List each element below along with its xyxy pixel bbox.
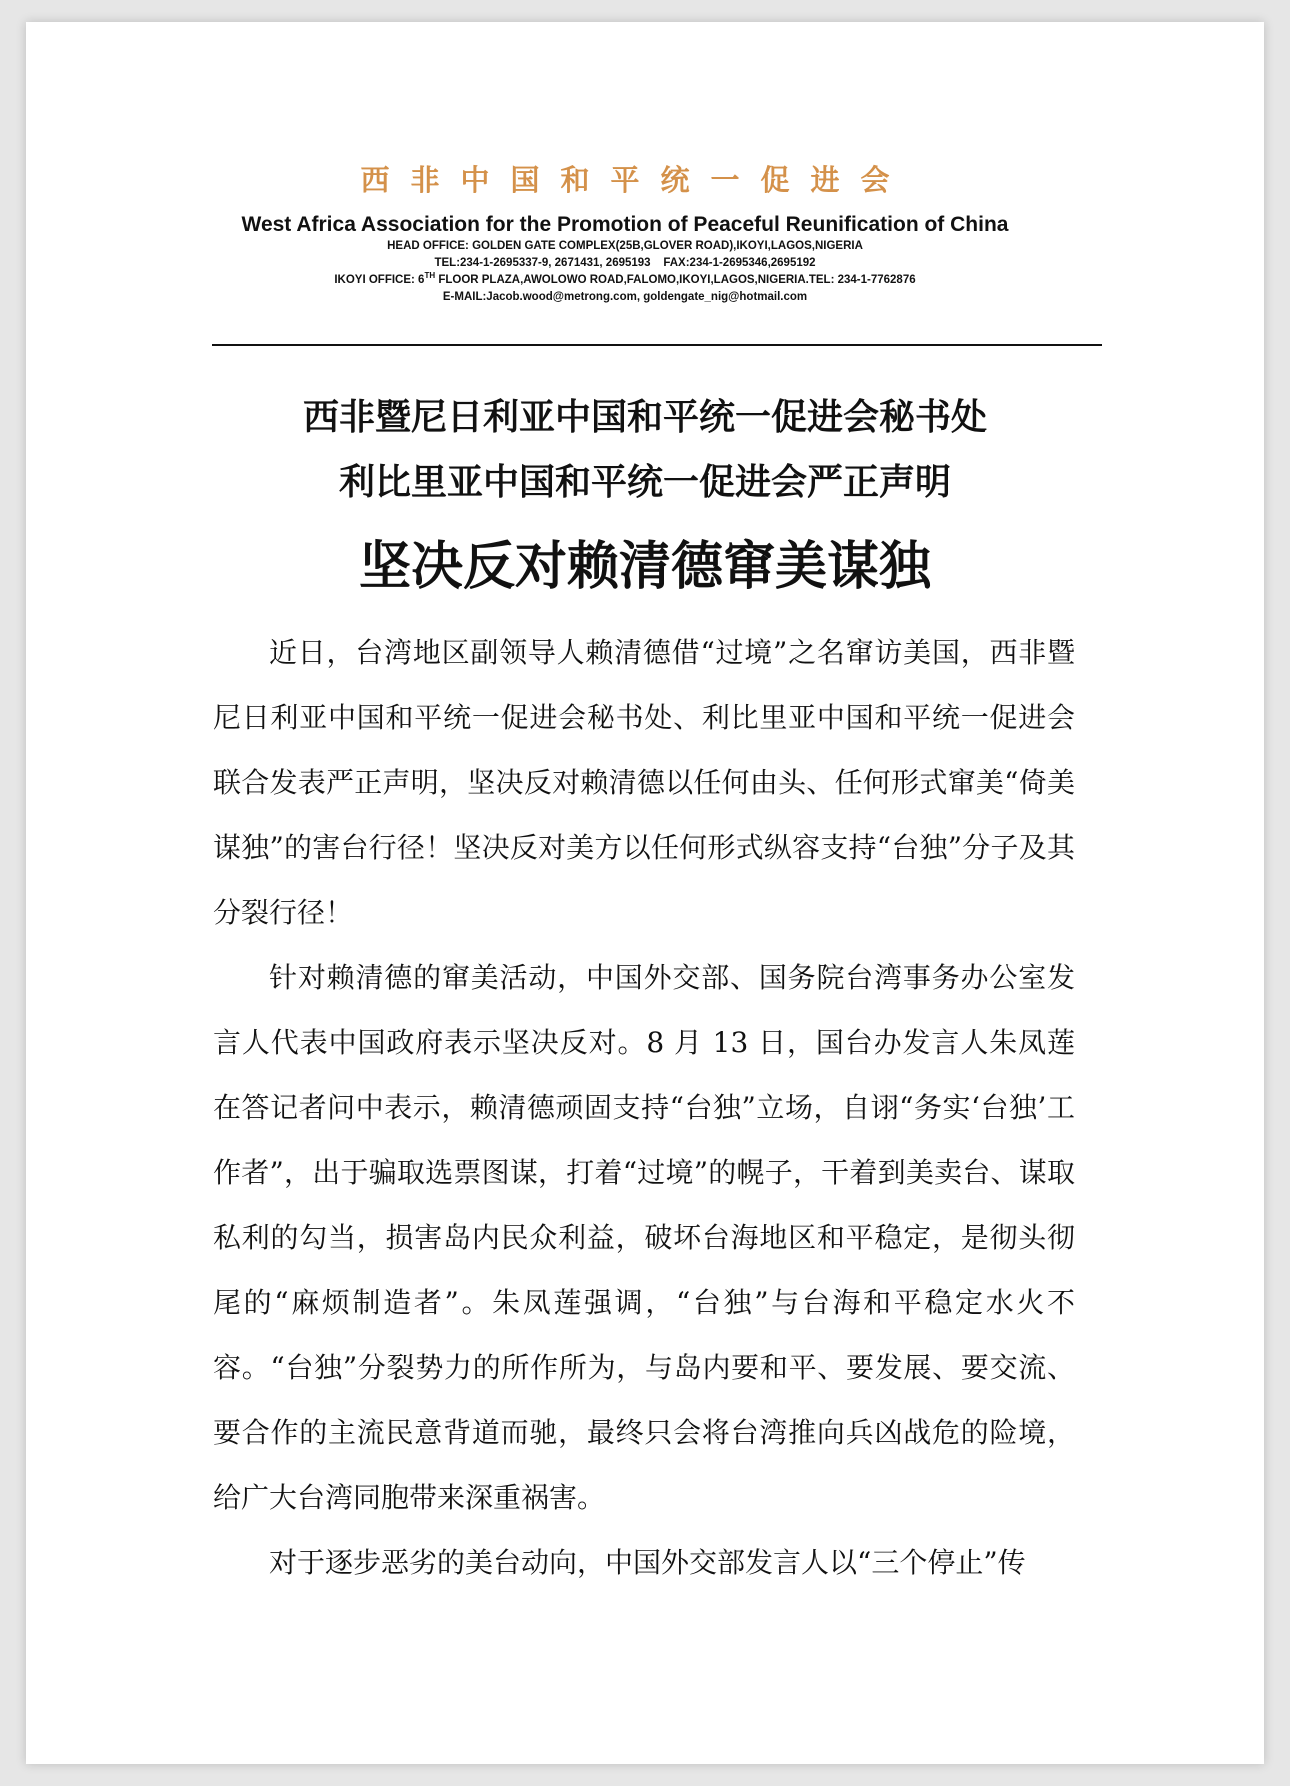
statement-body bbox=[213, 620, 1075, 1595]
ikoyi-office-prefix: IKOYI OFFICE: 6 bbox=[334, 274, 425, 286]
paragraph: 对于逐步恶劣的美台动向，中国外交部发言人以“三个停止”传 bbox=[269, 1546, 1026, 1579]
paragraph: 针对赖清德的窜美活动，中国外交部、国务院台湾事务办公室发言人代表中国政府表示坚决反对。8 月 13 日，国台办发言人朱凤莲在答记者问中表示，赖清德顽固支持“台独”立场，自诩“务实‘台独’工作者”，出于骗取选票图谋，打着“过境”的幌子，干着到美卖台、谋取私利的勾当，损害岛内民众利益，破坏台海地区和平稳定，是彻头彻尾的“麻烦制造者”。朱凤莲强调，“台独”与台海和平稳定水火不容。“台独”分裂势力的所作所为，与岛内要和平、要发展、要交流、要合作的主流民意背道而驰，最终只会将台湾推向兵凶战危的险境，给广大台湾同胞带来深重祸害。 bbox=[213, 961, 1075, 1514]
org-name-chinese: 西非中国和平统一促进会 bbox=[360, 163, 911, 197]
org-name-english: West Africa Association for the Promotion of Peaceful Reunification of China bbox=[241, 213, 1009, 236]
ikoyi-office-line bbox=[185, 272, 1065, 289]
paragraph: 近日，台湾地区副领导人赖清德借“过境”之名窜访美国，西非暨尼日利亚中国和平统一促进会秘书处、利比里亚中国和平统一促进会联合发表严正声明，坚决反对赖清德以任何由头、任何形式窜美“倚美谋独”的害台行径！坚决反对美方以任何形式纵容支持“台独”分子及其分裂行径！ bbox=[213, 636, 1075, 929]
tel-fax-line: TEL:234-1-2695337-9, 2671431, 2695193 FAX:234-1-2695346,2695192 bbox=[434, 257, 816, 269]
letterhead bbox=[185, 158, 1065, 306]
title-line-2: 利比里亚中国和平统一促进会严正声明 bbox=[338, 462, 951, 503]
letterhead-divider bbox=[212, 344, 1102, 346]
main-title: 坚决反对赖清德窜美谋独 bbox=[358, 537, 931, 597]
ikoyi-office-superscript: TH bbox=[424, 271, 436, 281]
title-line-1: 西非暨尼日利亚中国和平统一促进会秘书处 bbox=[302, 397, 987, 438]
ikoyi-office-rest: FLOOR PLAZA,AWOLOWO ROAD,FALOMO,IKOYI,LAGOS,NIGERIA.TEL: 234-1-7762876 bbox=[435, 274, 916, 286]
email-line: E-MAIL:Jacob.wood@metrong.com, goldengate_nig@hotmail.com bbox=[442, 291, 808, 303]
head-office-address: HEAD OFFICE: GOLDEN GATE COMPLEX(25B,GLOVER ROAD),IKOYI,LAGOS,NIGERIA bbox=[387, 240, 863, 252]
